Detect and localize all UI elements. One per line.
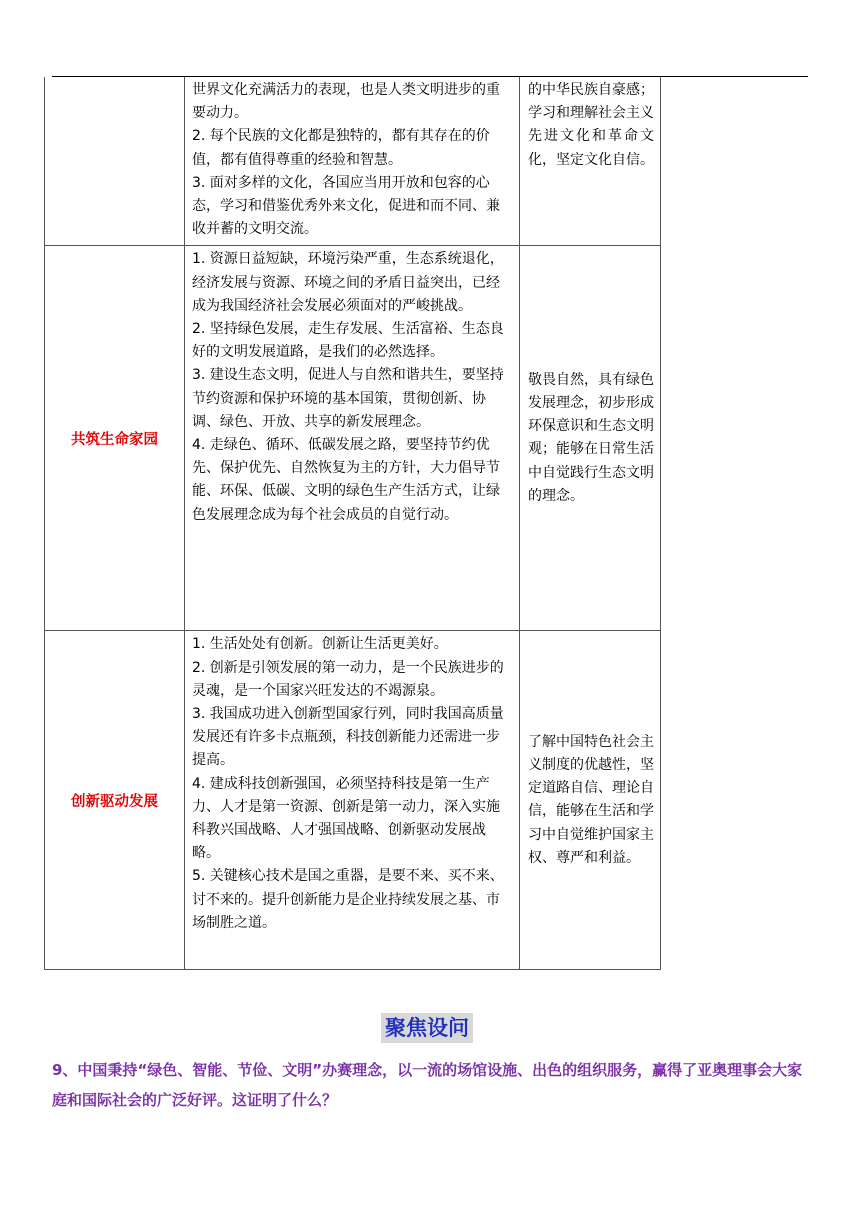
goal-cell: 的中华民族自豪感；学习和理解社会主义先进文化和革命文化，坚定文化自信。 <box>520 77 661 246</box>
table-row <box>45 77 661 246</box>
goal-cell: 敬畏自然，具有绿色发展理念，初步形成环保意识和生态文明观；能够在日常生活中自觉践行生态文明的理念。 <box>520 246 661 631</box>
content-point: 1. 生活处处有创新。创新让生活更美好。 <box>192 636 448 653</box>
topic-cell: 创新驱动发展 <box>45 631 185 970</box>
table-row <box>45 246 661 631</box>
content-point: 4. 建成科技创新强国，必须坚持科技是第一生产力、人才是第一资源、创新是第一动力，深入实施科教兴国战略、人才强国战略、创新驱动发展战略。 <box>192 775 500 862</box>
content-cell <box>185 77 520 246</box>
section-heading: 聚焦设问 <box>381 1013 473 1043</box>
content-cell <box>185 631 520 970</box>
content-point: 2. 创新是引领发展的第一动力，是一个民族进步的灵魂，是一个国家兴旺发达的不竭源泉。 <box>192 659 504 699</box>
content-point: 2. 每个民族的文化都是独特的，都有其存在的价值，都有值得尊重的经验和智慧。 <box>192 128 490 168</box>
goal-cell: 了解中国特色社会主义制度的优越性，坚定道路自信、理论自信，能够在生活和学习中自觉维护国家主权、尊严和利益。 <box>520 631 661 970</box>
content-point: 5. 关键核心技术是国之重器，是要不来、买不来、讨不来的。提升创新能力是企业持续发展之基、市场制胜之道。 <box>192 868 504 931</box>
question-text: 9、中国秉持“绿色、智能、节俭、文明”办赛理念，以一流的场馆设施、出色的组织服务，赢得了亚奥理事会大家庭和国际社会的广泛好评。这证明了什么？ <box>52 1061 803 1109</box>
content-point: 4. 走绿色、循环、低碳发展之路，要坚持节约优先、保护优先、自然恢复为主的方针，大力倡导节能、环保、低碳、文明的绿色生产生活方式，让绿色发展理念成为每个社会成员的自觉行动。 <box>192 437 500 523</box>
content-point: 2. 坚持绿色发展，走生存发展、生活富裕、生态良好的文明发展道路，是我们的必然选择。 <box>192 321 504 361</box>
content-point: 世界文化充满活力的表现，也是人类文明进步的重要动力。 <box>192 82 500 122</box>
content-point: 1. 资源日益短缺，环境污染严重，生态系统退化，经济发展与资源、环境之间的矛盾日益突出，已经成为我国经济社会发展必须面对的严峻挑战。 <box>192 251 504 314</box>
content-point: 3. 面对多样的文化，各国应当用开放和包容的心态，学习和借鉴优秀外来文化，促进和而不同、兼收并蓄的文明交流。 <box>192 174 500 238</box>
content-point: 3. 我国成功进入创新型国家行列，同时我国高质量发展还有许多卡点瓶颈，科技创新能力还需进一步提高。 <box>192 706 504 769</box>
topic-cell: 共筑生命家园 <box>45 246 185 631</box>
table-row <box>45 631 661 970</box>
content-point: 3. 建设生态文明，促进人与自然和谐共生，要坚持节约资源和保护环境的基本国策，贯彻创新、协调、绿色、开放、共享的新发展理念。 <box>192 367 504 430</box>
content-cell <box>185 246 520 631</box>
topic-cell <box>45 77 185 246</box>
knowledge-table <box>44 77 661 970</box>
